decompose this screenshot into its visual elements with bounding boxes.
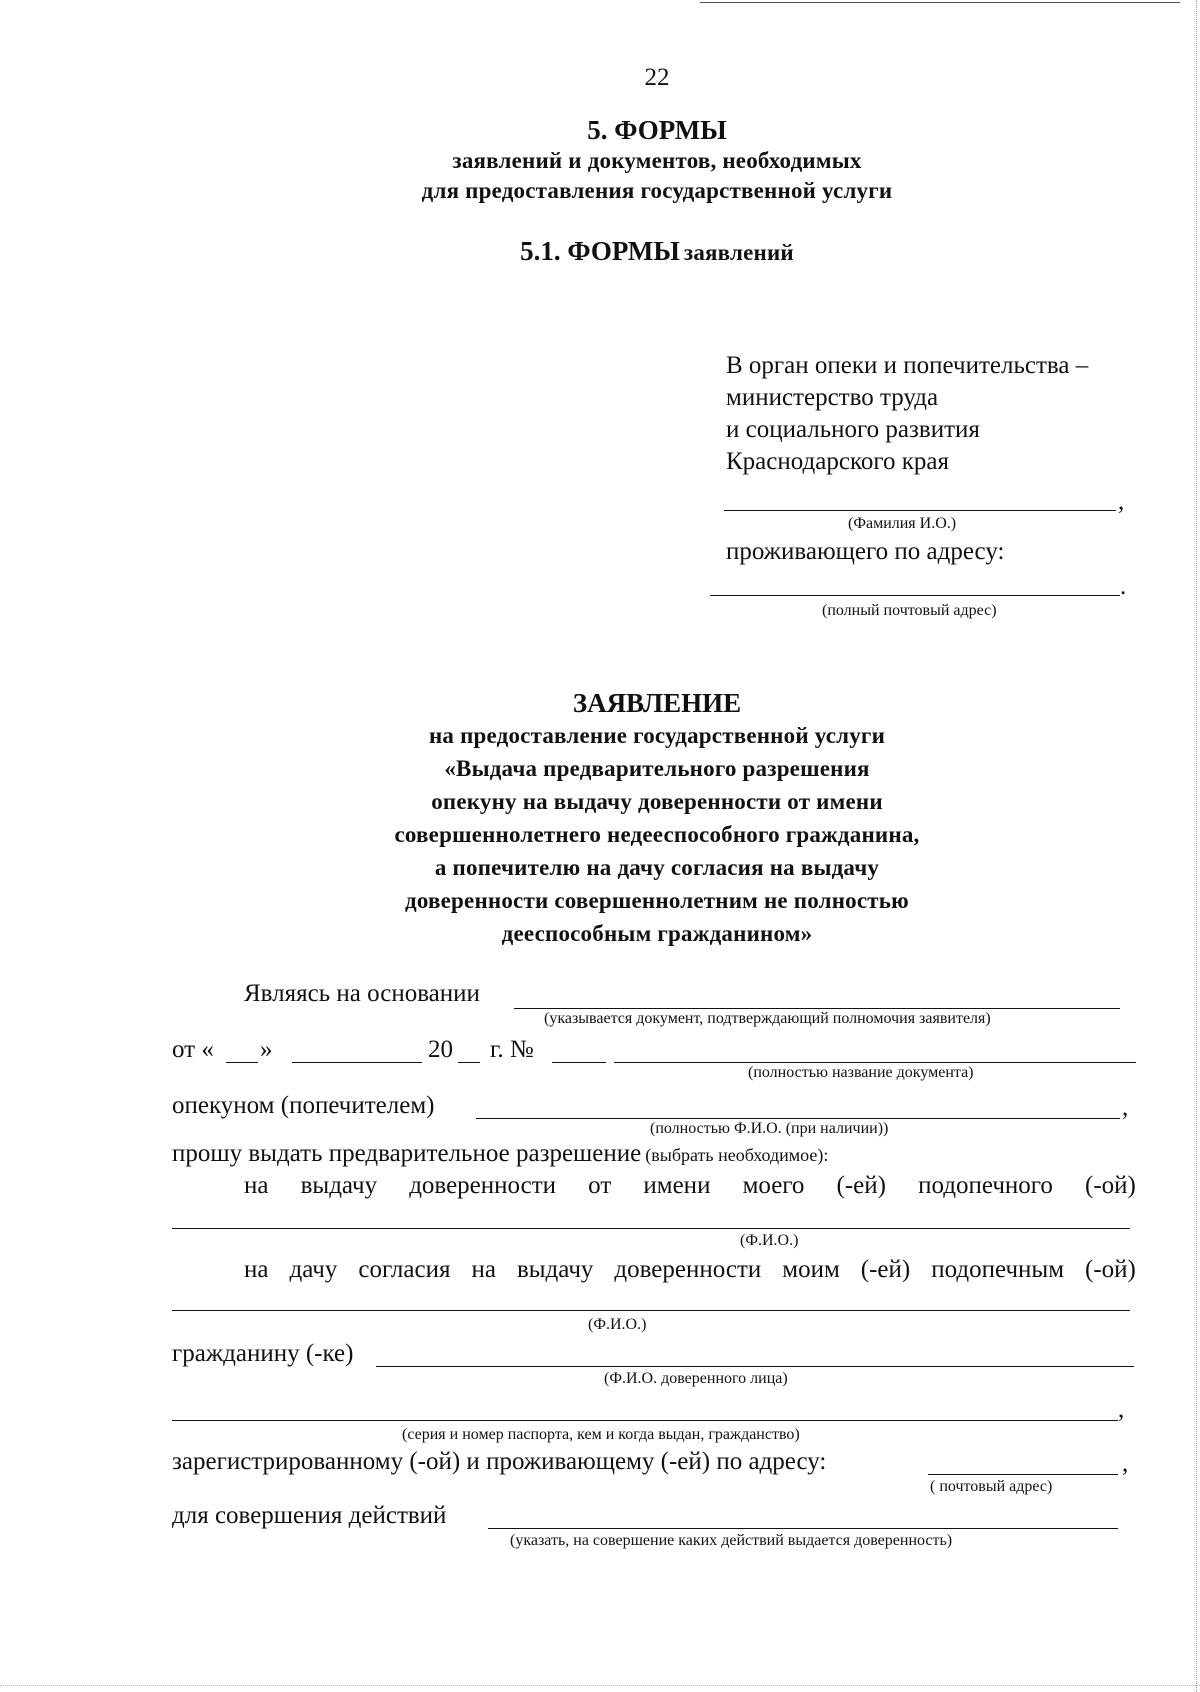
- guardian-caption: (полностью Ф.И.О. (при наличии)): [650, 1120, 889, 1137]
- application-line6: доверенности совершеннолетним не полностью: [405, 888, 909, 913]
- document-number-field[interactable]: [552, 1062, 606, 1063]
- subsection-text: заявлений: [683, 240, 794, 265]
- date-day-field[interactable]: [226, 1062, 258, 1063]
- citizen-label: гражданину (-ке): [172, 1340, 354, 1367]
- date-month-field[interactable]: [292, 1062, 422, 1063]
- scan-edge-top: [700, 2, 1180, 3]
- applicant-name-field[interactable]: [724, 510, 1116, 511]
- option1-caption: (Ф.И.О.): [740, 1232, 799, 1249]
- section-subtitle-line2: для предоставления государственной услуги: [421, 178, 893, 203]
- option2-word: на: [471, 1256, 496, 1283]
- option2-word: моим: [782, 1256, 840, 1283]
- option2-word: на: [244, 1256, 269, 1283]
- guardian-label: опекуном (попечителем): [172, 1092, 435, 1119]
- request-note: (выбрать необходимое):: [645, 1145, 829, 1165]
- ward-name-field-2[interactable]: [172, 1310, 1130, 1311]
- application-line3: опекуну на выдачу доверенности от имени: [431, 789, 883, 814]
- passport-field[interactable]: [172, 1420, 1118, 1421]
- option1-word: (-ой): [1085, 1172, 1136, 1199]
- application-line2: «Выдача предварительного разрешения: [444, 756, 870, 781]
- subsection-title: [57, 236, 1200, 267]
- request-line: [172, 1140, 828, 1168]
- application-line4: совершеннолетнего недееспособного гражданина,: [394, 822, 920, 847]
- request-text: прошу выдать предварительное разрешение: [172, 1140, 642, 1167]
- application-title: ЗАЯВЛЕНИЕ: [572, 688, 742, 718]
- option2-word: (-ой): [1085, 1256, 1136, 1283]
- addressee-line3: и социального развития: [726, 416, 980, 443]
- option1-word: доверенности: [409, 1172, 557, 1199]
- application-line1: на предоставление государственной услуги: [428, 723, 886, 748]
- postal-caption: ( почтовый адрес): [930, 1478, 1053, 1495]
- passport-comma: ,: [1118, 1396, 1125, 1423]
- section-title: 5. ФОРМЫ: [587, 115, 727, 145]
- address-period: .: [1120, 573, 1127, 600]
- option1-word: подопечного: [918, 1172, 1053, 1199]
- addressee-line2: министерство труда: [726, 384, 939, 411]
- option2-word: доверенности: [614, 1256, 762, 1283]
- scan-edge-bottom: [0, 1685, 1200, 1686]
- ward-name-field[interactable]: [172, 1228, 1130, 1229]
- date-quote-close: »: [260, 1036, 273, 1063]
- trustee-address-field[interactable]: [928, 1474, 1118, 1475]
- applicant-address-field[interactable]: [710, 595, 1120, 596]
- date-prefix: от «: [172, 1036, 214, 1063]
- option2-caption: (Ф.И.О.): [588, 1316, 647, 1333]
- option1-word: от: [588, 1172, 612, 1199]
- option2-line: [244, 1256, 1136, 1284]
- basis-document-field[interactable]: [514, 1008, 1120, 1009]
- basis-label: Являясь на основании: [244, 980, 480, 1007]
- registered-label: зарегистрированному (-ой) и проживающему (-ей) по адресу:: [172, 1448, 827, 1475]
- subsection-number: 5.1. ФОРМЫ: [520, 236, 680, 266]
- registered-comma: ,: [1122, 1450, 1129, 1477]
- option1-word: имени: [643, 1172, 711, 1199]
- guardian-comma: ,: [1122, 1094, 1129, 1121]
- citizen-caption: (Ф.И.О. доверенного лица): [604, 1370, 788, 1387]
- addressee-line4: Краснодарского края: [726, 448, 949, 475]
- option1-word: выдачу: [300, 1172, 378, 1199]
- name-comma: ,: [1118, 488, 1125, 515]
- residing-label: проживающего по адресу:: [726, 538, 1005, 565]
- actions-caption: (указать, на совершение каких действий выдается доверенность): [510, 1532, 953, 1549]
- document-caption: (полностью название документа): [748, 1064, 974, 1081]
- actions-label: для совершения действий: [172, 1502, 447, 1529]
- option1-word: моего: [742, 1172, 805, 1199]
- guardian-name-field[interactable]: [476, 1118, 1120, 1119]
- option2-word: подопечным: [931, 1256, 1065, 1283]
- date-year-field[interactable]: [458, 1062, 480, 1063]
- section-subtitle-line1: заявлений и документов, необходимых: [452, 148, 862, 173]
- basis-caption: (указывается документ, подтверждающий полномочия заявителя): [544, 1010, 991, 1027]
- option1-word: (-ей): [836, 1172, 886, 1199]
- application-line7: дееспособным гражданином»: [501, 921, 813, 946]
- option2-word: дачу: [289, 1256, 338, 1283]
- addressee-line1: В орган опеки и попечительства –: [726, 352, 1089, 379]
- option1-line: [244, 1172, 1136, 1200]
- option2-word: (-ей): [860, 1256, 911, 1283]
- applicant-name-caption: (Фамилия И.О.): [848, 515, 957, 532]
- passport-caption: (серия и номер паспорта, кем и когда выдан, гражданство): [402, 1426, 800, 1443]
- year-suffix: г. №: [490, 1036, 534, 1063]
- document-name-field[interactable]: [614, 1062, 1136, 1063]
- page-number: 22: [644, 64, 670, 91]
- option2-word: согласия: [358, 1256, 451, 1283]
- trustee-name-field[interactable]: [376, 1366, 1134, 1367]
- option1-word: на: [244, 1172, 269, 1199]
- actions-field[interactable]: [488, 1528, 1118, 1529]
- application-line5: а попечителю на дачу согласия на выдачу: [434, 855, 880, 880]
- option2-word: выдачу: [516, 1256, 594, 1283]
- year-prefix: 20: [428, 1036, 453, 1063]
- applicant-address-caption: (полный почтовый адрес): [822, 602, 997, 619]
